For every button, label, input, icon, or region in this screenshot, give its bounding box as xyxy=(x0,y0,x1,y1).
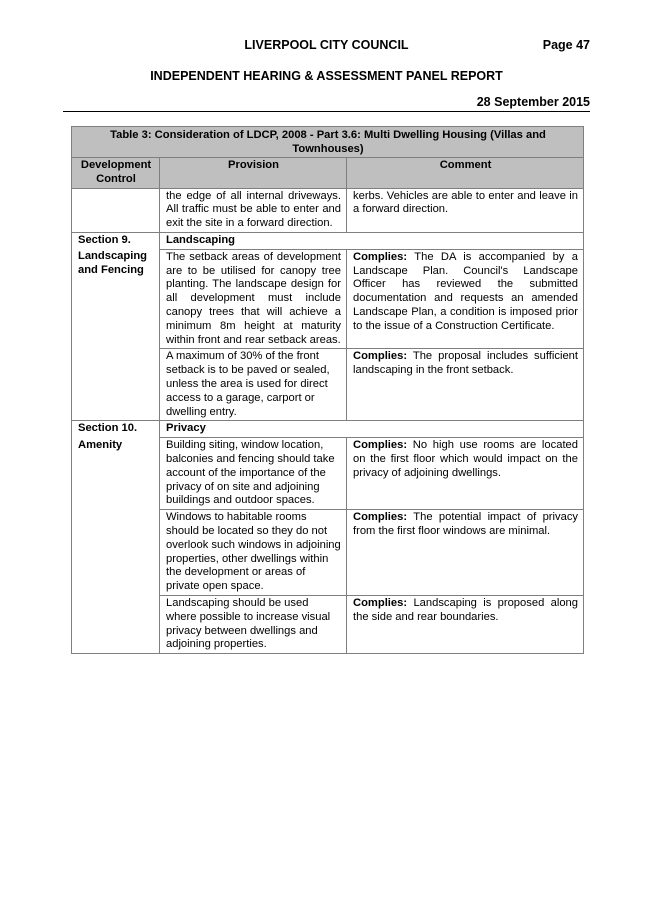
control-cell xyxy=(72,510,160,596)
section-subheading: Landscaping xyxy=(160,232,584,249)
comment-text: Landscaping is proposed along the side and rear boundaries. xyxy=(353,596,578,623)
complies-label: Complies: xyxy=(353,250,408,263)
page-number: Page 47 xyxy=(542,38,590,52)
complies-label: Complies: xyxy=(353,511,408,524)
section-number: Section 9. xyxy=(72,232,160,249)
table-row xyxy=(72,249,584,349)
header-divider xyxy=(63,111,590,112)
provision-cell: Building siting, window location, balconies and fencing should take account of the importance of the privacy of on site and adjoining buildings and outdoor spaces. xyxy=(160,438,347,510)
control-cell xyxy=(72,349,160,421)
complies-label: Complies: xyxy=(353,596,408,609)
section-heading-row xyxy=(72,232,584,249)
section-name: Landscaping and Fencing xyxy=(72,249,160,349)
table-row xyxy=(72,595,584,653)
comment-text: No high use rooms are located on the first floor which would impact on the privacy of adjoining dwellings. xyxy=(353,439,579,479)
comment-text: The potential impact of privacy from the first floor windows are minimal. xyxy=(353,511,579,537)
provision-cell: Landscaping should be used where possible to increase visual privacy between dwellings and adjoining properties. xyxy=(160,595,347,653)
report-title: INDEPENDENT HEARING & ASSESSMENT PANEL REPORT xyxy=(150,69,503,83)
column-header-provision: Provision xyxy=(160,158,347,189)
comment-cell xyxy=(347,349,584,421)
comment-text: The proposal includes sufficient landscaping in the front setback. xyxy=(353,350,578,377)
provision-cell: The setback areas of development are to be utilised for canopy tree planting. The landscape design for all development must include canopy trees that will achieve a minimum 8m height at maturity within front and rear setback areas. xyxy=(160,249,347,349)
table-row xyxy=(72,188,584,232)
provision-cell: A maximum of 30% of the front setback is to be paved or sealed, unless the area is used for direct access to a garage, carport or dwelling entry. xyxy=(160,349,347,421)
comment-cell: kerbs. Vehicles are able to enter and leave in a forward direction. xyxy=(347,188,584,232)
table-row xyxy=(72,349,584,421)
report-date: 28 September 2015 xyxy=(476,95,590,109)
control-cell xyxy=(72,188,160,232)
ldcp-consideration-table xyxy=(71,126,584,654)
comment-cell xyxy=(347,595,584,653)
table-caption-row xyxy=(72,127,584,158)
comment-cell xyxy=(347,438,584,510)
complies-label: Complies: xyxy=(353,439,408,452)
comment-cell xyxy=(347,510,584,596)
column-header-comment: Comment xyxy=(347,158,584,189)
comment-text: The DA is accompanied by a Landscape Plan. Council's Landscape Officer has reviewed the submitted documentation and requests an amended Landscape Plan, a condition is imposed prior to the issue of a Construction Certificate. xyxy=(353,250,578,332)
provision-cell: Windows to habitable rooms should be located so they do not overlook such windows in adjoining properties, other dwellings within the development or areas of private open space. xyxy=(160,510,347,596)
comment-cell xyxy=(347,249,584,349)
council-name: LIVERPOOL CITY COUNCIL xyxy=(244,38,409,52)
section-name: Amenity xyxy=(72,438,160,510)
section-subheading: Privacy xyxy=(160,421,584,438)
provision-cell: the edge of all internal driveways. All traffic must be able to enter and exit the site in a forward direction. xyxy=(160,188,347,232)
section-number: Section 10. xyxy=(72,421,160,438)
complies-label: Complies: xyxy=(353,350,408,363)
table-row xyxy=(72,438,584,510)
table-header-row xyxy=(72,158,584,189)
table-row xyxy=(72,510,584,596)
column-header-control: Development Control xyxy=(72,158,160,189)
table-caption: Table 3: Consideration of LDCP, 2008 - Part 3.6: Multi Dwelling Housing (Villas and Townhouses) xyxy=(72,127,584,158)
control-cell xyxy=(72,595,160,653)
section-heading-row xyxy=(72,421,584,438)
